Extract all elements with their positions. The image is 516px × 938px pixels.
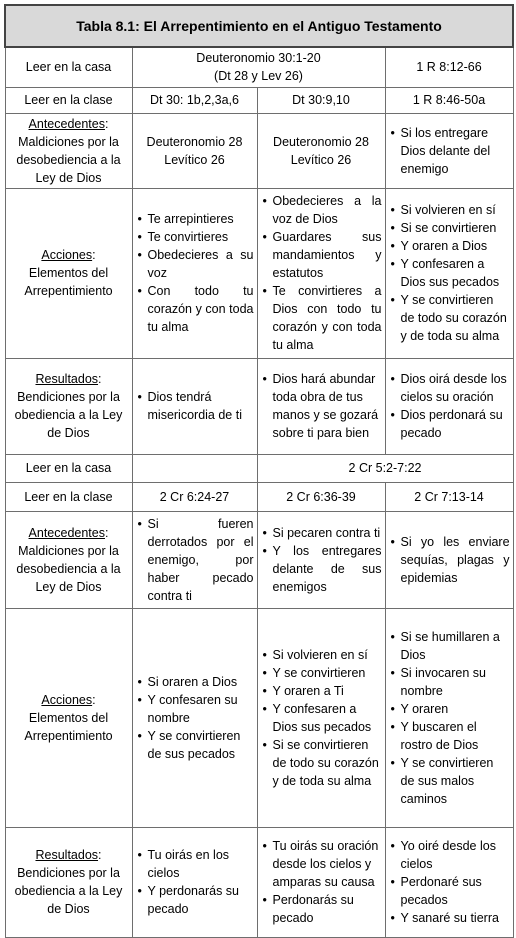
list-item: • Tu oirás su oración desde los cielos y amparas su causa [273, 837, 382, 891]
list-item: • Y sanaré su tierra [401, 909, 510, 927]
s1-antecedentes-col1: Deuteronomio 28 Levítico 26 [132, 113, 257, 188]
s2-acciones-row [5, 608, 513, 827]
s1-acciones-col1 [132, 188, 257, 358]
list-item: • Tu oirás en los cielos [148, 846, 254, 882]
s1-leer-clase-ref-1: Dt 30: 1b,2,3a,6 [132, 87, 257, 113]
list-item: • Y oraren [401, 700, 510, 718]
s1-leer-clase-ref-2: Dt 30:9,10 [257, 87, 385, 113]
s1-resultados-title: Resultados [35, 372, 99, 386]
s1-acciones-col3 [385, 188, 513, 358]
s2-leer-clase-ref-3: 2 Cr 7:13-14 [385, 482, 513, 511]
list-item: • Si se convirtieren de todo su corazón y de toda su alma [273, 736, 382, 790]
s1-resultados-label [5, 358, 132, 454]
list-item: • Te convirtieres [148, 228, 254, 246]
s2-acciones-col1-list [136, 673, 254, 763]
s2-antecedentes-col1-list [136, 515, 254, 605]
list-item: • Y se convirtieren de sus pecados [148, 727, 254, 763]
s2-antecedentes-col2 [257, 511, 385, 608]
title-row [5, 5, 513, 47]
s2-antecedentes-body: Maldiciones por la desobediencia a la Ley de Dios [16, 543, 121, 594]
list-item: • Dios hará abundar toda obra de tus manos y se gozará sobre ti para bien [273, 370, 382, 442]
s2-antecedentes-col3-list [389, 533, 510, 587]
list-item: • Si volvieren en sí [273, 646, 382, 664]
s1-acciones-title: Acciones [41, 248, 93, 262]
s1-antecedentes-title: Antecedentes [28, 116, 105, 131]
list-item: • Dios oirá desde los cielos su oración [401, 370, 510, 406]
s1-antecedentes-col2: Deuteronomio 28 Levítico 26 [257, 113, 385, 188]
s2-resultados-body: Bendiciones por la obediencia a la Ley de Dios [14, 866, 123, 916]
list-item: • Si fueren derrotados por el enemigo, por haber pecado contra ti [148, 515, 254, 605]
s2-acciones-col3-list [389, 628, 510, 808]
s2-antecedentes-col1 [132, 511, 257, 608]
s1-acciones-col2 [257, 188, 385, 358]
s1-acciones-body: Elementos del Arrepentimiento [24, 266, 113, 298]
s1-leer-clase-label: Leer en la clase [5, 87, 132, 113]
list-item: • Perdonaré sus pecados [401, 873, 510, 909]
s1-resultados-row [5, 358, 513, 454]
s2-antecedentes-col2-list [261, 524, 382, 596]
s2-leer-casa-row [5, 454, 513, 482]
s1-leer-clase-row [5, 87, 513, 113]
s2-resultados-title: Resultados [35, 848, 99, 862]
s1-leer-casa-ref-a [132, 47, 385, 87]
s2-resultados-row [5, 827, 513, 937]
list-item: • Y buscaren el rostro de Dios [401, 718, 510, 754]
s1-acciones-col3-list [389, 201, 510, 345]
list-item: • Y oraren a Ti [273, 682, 382, 700]
s1-leer-casa-row [5, 47, 513, 87]
s2-leer-clase-row [5, 482, 513, 511]
s1-acciones-col1-list [136, 210, 254, 336]
s2-acciones-title: Acciones [41, 692, 93, 707]
s2-resultados-label [5, 827, 132, 937]
list-item: • Y confesaren a Dios sus pecados [401, 255, 510, 291]
s2-acciones-label [5, 608, 132, 827]
s2-leer-clase-ref-1: 2 Cr 6:24-27 [132, 482, 257, 511]
list-item: • Y se convirtieren de sus malos caminos [401, 754, 510, 808]
s1-resultados-col2 [257, 358, 385, 454]
s2-resultados-colon: : [98, 848, 102, 862]
list-item: • Te arrepintieres [148, 210, 254, 228]
list-item: • Y confesaren su nombre [148, 691, 254, 727]
s1-resultados-body: Bendiciones por la obediencia a la Ley de Dios [14, 390, 123, 440]
s2-resultados-col2 [257, 827, 385, 937]
table-title: Tabla 8.1: El Arrepentimiento en el Antiguo Testamento [5, 5, 513, 47]
list-item: • Perdonarás su pecado [273, 891, 382, 927]
list-item: • Si volvieren en sí [401, 201, 510, 219]
s1-acciones-row [5, 188, 513, 358]
s2-acciones-col1 [132, 608, 257, 827]
s1-resultados-col1-list [136, 388, 254, 424]
s1-antecedentes-col3-list [389, 124, 510, 178]
s1-antecedentes-body: Maldiciones por la desobediencia a la Ley de Dios [16, 134, 121, 185]
s2-leer-clase-label: Leer en la clase [5, 482, 132, 511]
s2-resultados-col3-list [389, 837, 510, 927]
s1-antecedentes-label [5, 113, 132, 188]
s1-leer-clase-ref-3: 1 R 8:46-50a [385, 87, 513, 113]
s2-antecedentes-label [5, 511, 132, 608]
list-item: • Y oraren a Dios [401, 237, 510, 255]
s2-resultados-col2-list [261, 837, 382, 927]
list-item: • Te convirtieres a Dios con todo tu corazón y con toda tu alma [273, 282, 382, 354]
list-item: • Y se convirtieren de todo su corazón y de toda su alma [401, 291, 510, 345]
list-item: • Si pecaren contra ti [273, 524, 382, 542]
s2-antecedentes-colon: : [104, 525, 109, 540]
list-item: • Si se convirtieren [401, 219, 510, 237]
s2-leer-casa-ref: 2 Cr 5:2-7:22 [257, 454, 513, 482]
s2-resultados-col3 [385, 827, 513, 937]
s1-acciones-colon: : [92, 248, 96, 262]
list-item: • Con todo tu corazón y con toda tu alma [148, 282, 254, 336]
list-item: • Y los entregares delante de sus enemigos [273, 542, 382, 596]
s2-acciones-col2 [257, 608, 385, 827]
list-item: • Yo oiré desde los cielos [401, 837, 510, 873]
s2-leer-casa-label: Leer en la casa [5, 454, 132, 482]
s2-antecedentes-title: Antecedentes [28, 525, 105, 540]
s2-antecedentes-row [5, 511, 513, 608]
list-item: • Obedecieres a la voz de Dios [273, 192, 382, 228]
s1-antecedentes-row [5, 113, 513, 188]
list-item: • Si oraren a Dios [148, 673, 254, 691]
s2-acciones-col2-list [261, 646, 382, 790]
s2-leer-clase-ref-2: 2 Cr 6:36-39 [257, 482, 385, 511]
s2-leer-casa-empty-1 [132, 454, 257, 482]
s1-acciones-col2-list [261, 192, 382, 354]
s2-antecedentes-col3 [385, 511, 513, 608]
list-item: • Guardares sus mandamientos y estatutos [273, 228, 382, 282]
s1-leer-casa-ref-b: 1 R 8:12-66 [385, 47, 513, 87]
s1-acciones-label [5, 188, 132, 358]
list-item: • Si se humillaren a Dios [401, 628, 510, 664]
s2-resultados-col1 [132, 827, 257, 937]
list-item: • Y perdonarás su pecado [148, 882, 254, 918]
s2-acciones-colon: : [92, 692, 96, 707]
s1-leer-casa-ref-a-line2: (Dt 28 y Lev 26) [214, 69, 303, 84]
list-item: • Si los entregare Dios delante del enemigo [401, 124, 510, 178]
s1-resultados-col3-list [389, 370, 510, 442]
list-item: • Obedecieres a su voz [148, 246, 254, 282]
list-item: • Dios perdonará su pecado [401, 406, 510, 442]
list-item: • Y se convirtieren [273, 664, 382, 682]
s1-resultados-col2-list [261, 370, 382, 442]
s1-leer-casa-label: Leer en la casa [5, 47, 132, 87]
s1-antecedentes-col3 [385, 113, 513, 188]
s1-resultados-colon: : [98, 372, 102, 386]
s2-acciones-col3 [385, 608, 513, 827]
list-item: • Si invocaren su nombre [401, 664, 510, 700]
s1-resultados-col1 [132, 358, 257, 454]
s1-leer-casa-ref-a-line1: Deuteronomio 30:1-20 [196, 51, 321, 66]
repentance-table [4, 4, 514, 938]
s2-acciones-body: Elementos del Arrepentimiento [24, 710, 113, 743]
s2-resultados-col1-list [136, 846, 254, 918]
s1-antecedentes-colon: : [104, 116, 109, 131]
list-item: • Si yo les enviare sequías, plagas y epidemias [401, 533, 510, 587]
list-item: • Y confesaren a Dios sus pecados [273, 700, 382, 736]
s1-resultados-col3 [385, 358, 513, 454]
list-item: • Dios tendrá misericordia de ti [148, 388, 254, 424]
